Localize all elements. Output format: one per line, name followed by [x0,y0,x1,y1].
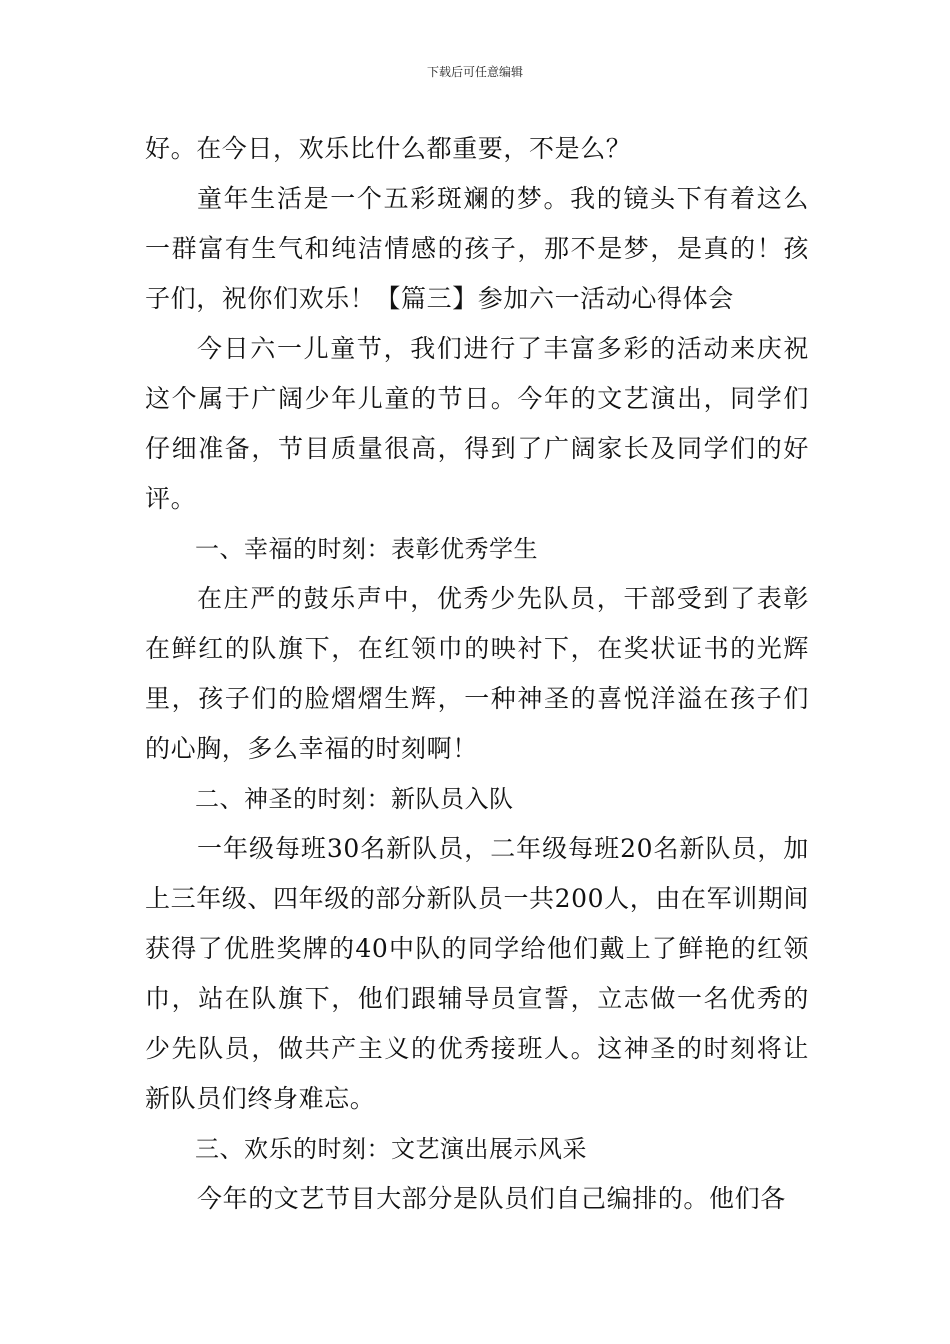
paragraph-new-members: 一年级每班30名新队员，二年级每班20名新队员，加上三年级、四年级的部分新队员一共200人，由在军训期间获得了优胜奖牌的40中队的同学给他们戴上了鲜艳的红领巾，站在队旗下，他们跟辅导员宣誓，立志做一名优秀的少先队员，做共产主义的优秀接班人。这神圣的时刻将让新队员们终身难忘。 [145,834,809,1113]
paragraph-performance: 今年的文艺节目大部分是队员们自己编排的。他们各 [197,1184,786,1213]
page-header: 下载后可任意编辑 [426,65,523,79]
paragraph-childhood-dream: 童年生活是一个五彩斑斓的梦。我的镜头下有着这么一群富有生气和纯洁情感的孩子，那不是梦，是真的！孩子们，祝你们欢乐！【篇三】参加六一活动心得体会 [145,184,809,313]
document-body [145,124,809,1224]
paragraph-childrens-day-intro: 今日六一儿童节，我们进行了丰富多彩的活动来庆祝这个属于广阔少年儿童的节日。今年的文艺演出，同学们仔细准备，节目质量很高，得到了广阔家长及同学们的好评。 [145,334,809,513]
section-heading-1: 一、幸福的时刻：表彰优秀学生 [195,535,538,563]
paragraph-award-ceremony: 在庄严的鼓乐声中，优秀少先队员，干部受到了表彰在鲜红的队旗下，在红领巾的映衬下，在奖状证书的光辉里，孩子们的脸熠熠生辉，一种神圣的喜悦洋溢在孩子们的心胸，多么幸福的时刻啊！ [145,584,809,763]
paragraph-continuation: 好。在今日，欢乐比什么都重要，不是么？ [145,134,632,163]
section-heading-3: 三、欢乐的时刻：文艺演出展示风采 [195,1135,587,1163]
section-heading-2: 二、神圣的时刻：新队员入队 [195,785,514,813]
